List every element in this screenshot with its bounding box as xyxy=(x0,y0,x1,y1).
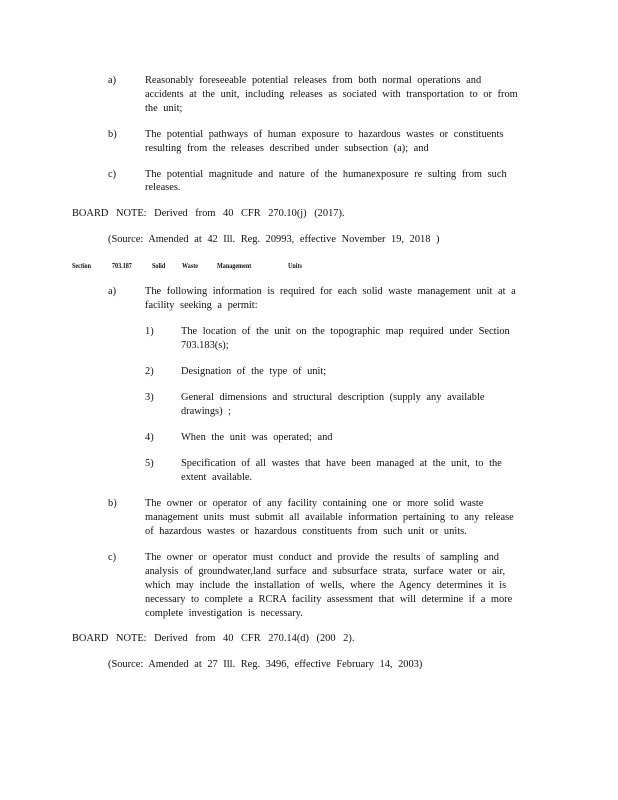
text-line: releases. xyxy=(145,182,181,193)
item-label: b) xyxy=(108,129,117,140)
subitem-label: 2) xyxy=(145,366,154,377)
section-label: Section xyxy=(72,262,92,270)
text-line: The potential pathways of human exposure to hazardous wastes or constituents xyxy=(145,129,504,140)
item-label: c) xyxy=(108,169,117,180)
text-line: Reasonably foreseeable potential releases from both normal operations and xyxy=(145,75,482,86)
text-line: The owner or operator of any facility containing one or more solid waste xyxy=(145,498,484,509)
text-line: management units must submit all available information pertaining to any release xyxy=(145,512,514,523)
section-number: 703.187 xyxy=(112,262,132,270)
item-label: a) xyxy=(108,75,117,86)
text-line: Designation of the type of unit; xyxy=(181,366,327,377)
text-line: extent available. xyxy=(181,472,253,483)
text-line: resulting from the releases described under subsection (a); and xyxy=(145,143,429,154)
subitem-label: 1) xyxy=(145,326,154,337)
section-title-word: Solid xyxy=(152,262,166,270)
text-line: facility seeking a permit: xyxy=(145,300,258,311)
item-label: c) xyxy=(108,552,117,563)
section-title-word: Management xyxy=(217,262,252,270)
source-note: (Source: Amended at 27 Ill. Reg. 3496, effective February 14, 2003) xyxy=(108,659,423,670)
item-label: a) xyxy=(108,286,117,297)
subitem-label: 4) xyxy=(145,432,154,443)
text-line: of hazardous wastes or hazardous constituents from such unit or units. xyxy=(145,526,467,537)
text-line: necessary to complete a RCRA facility assessment that will determine if a more xyxy=(145,594,513,605)
text-line: Specification of all wastes that have been managed at the unit, to the xyxy=(181,458,502,469)
text-line: When the unit was operated; and xyxy=(181,432,333,443)
item-label: b) xyxy=(108,498,117,509)
board-note: BOARD NOTE: Derived from 40 CFR 270.14(d) (200 2). xyxy=(72,633,355,644)
subitem-label: 3) xyxy=(145,392,154,403)
text-line: which may include the installation of wells, where the Agency determines it is xyxy=(145,580,507,591)
board-note: BOARD NOTE: Derived from 40 CFR 270.10(j) (2017). xyxy=(72,208,345,219)
text-line: The owner or operator must conduct and provide the results of sampling and xyxy=(145,552,499,563)
text-line: analysis of groundwater,land surface and subsurface strata, surface water or air, xyxy=(145,566,506,577)
text-line: complete investigation is necessary. xyxy=(145,608,303,619)
text-line: The following information is required for each solid waste management unit at a xyxy=(145,286,516,297)
subitem-label: 5) xyxy=(145,458,154,469)
text-line: accidents at the unit, including releases as sociated with transportation to or from xyxy=(145,89,518,100)
section-title-word: Waste xyxy=(182,262,198,270)
text-line: The location of the unit on the topographic map required under Section xyxy=(181,326,510,337)
text-line: The potential magnitude and nature of the humanexposure re sulting from such xyxy=(145,169,507,180)
text-line: General dimensions and structural description (supply any available xyxy=(181,392,485,403)
section-title-word: Units xyxy=(288,262,302,270)
text-line: 703.183(s); xyxy=(181,340,229,351)
source-note: (Source: Amended at 42 Ill. Reg. 20993, effective November 19, 2018 ) xyxy=(108,234,440,245)
text-line: the unit; xyxy=(145,103,183,114)
text-line: drawings) ; xyxy=(181,406,232,417)
